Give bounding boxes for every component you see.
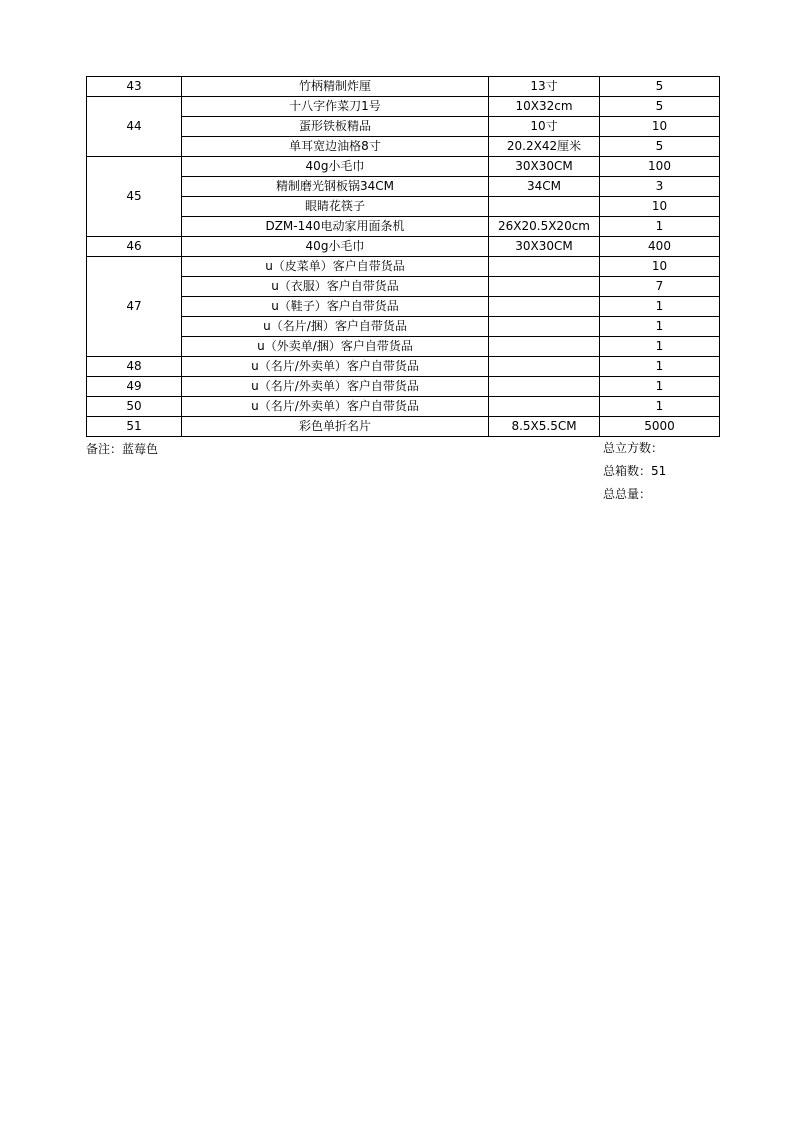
cell-name: u（外卖单/捆）客户自带货品	[182, 337, 489, 357]
cell-spec: 30X30CM	[489, 237, 600, 257]
cell-name: u（鞋子）客户自带货品	[182, 297, 489, 317]
cell-name: 彩色单折名片	[182, 417, 489, 437]
cell-group-number: 46	[87, 237, 182, 257]
cell-name: u（名片/外卖单）客户自带货品	[182, 397, 489, 417]
cell-qty: 5	[600, 137, 720, 157]
cell-name: 精制磨光钢板锅34CM	[182, 177, 489, 197]
packing-list-table	[86, 76, 720, 437]
cell-qty: 1	[600, 397, 720, 417]
cell-spec: 8.5X5.5CM	[489, 417, 600, 437]
table-row	[87, 317, 720, 337]
table-row	[87, 337, 720, 357]
cell-qty: 1	[600, 297, 720, 317]
cell-name: u（名片/外卖单）客户自带货品	[182, 377, 489, 397]
cell-qty: 10	[600, 117, 720, 137]
cell-spec	[489, 297, 600, 317]
cell-qty: 5000	[600, 417, 720, 437]
table-row	[87, 357, 720, 377]
cell-name: 眼睛花筷子	[182, 197, 489, 217]
summary-block	[603, 440, 666, 509]
cell-qty: 7	[600, 277, 720, 297]
cell-spec	[489, 197, 600, 217]
cell-spec	[489, 397, 600, 417]
cell-qty: 400	[600, 237, 720, 257]
cell-qty: 1	[600, 337, 720, 357]
cell-name: 40g小毛巾	[182, 157, 489, 177]
cell-name: 单耳宽边油格8寸	[182, 137, 489, 157]
cell-name: u（衣服）客户自带货品	[182, 277, 489, 297]
total-volume-label: 总立方数：	[603, 441, 664, 455]
cell-qty: 5	[600, 97, 720, 117]
cell-qty: 1	[600, 217, 720, 237]
cell-spec	[489, 357, 600, 377]
cell-group-number: 50	[87, 397, 182, 417]
table-row	[87, 157, 720, 177]
cell-spec: 20.2X42厘米	[489, 137, 600, 157]
cell-group-number: 43	[87, 77, 182, 97]
table-row	[87, 257, 720, 277]
cell-group-number: 47	[87, 257, 182, 357]
cell-name: 十八字作菜刀1号	[182, 97, 489, 117]
total-boxes-label: 总箱数：51	[603, 464, 667, 478]
table-row	[87, 177, 720, 197]
cell-spec: 10X32cm	[489, 97, 600, 117]
total-weight-label: 总总量：	[603, 487, 652, 501]
table-row	[87, 377, 720, 397]
table-row	[87, 77, 720, 97]
table-row	[87, 97, 720, 117]
table-body	[87, 77, 720, 437]
table-row	[87, 277, 720, 297]
table-row	[87, 137, 720, 157]
cell-name: u（皮菜单）客户自带货品	[182, 257, 489, 277]
cell-qty: 1	[600, 377, 720, 397]
table-row	[87, 237, 720, 257]
cell-qty: 5	[600, 77, 720, 97]
cell-qty: 100	[600, 157, 720, 177]
cell-qty: 1	[600, 357, 720, 377]
table-row	[87, 117, 720, 137]
cell-spec: 30X30CM	[489, 157, 600, 177]
cell-qty: 10	[600, 257, 720, 277]
cell-name: DZM-140电动家用面条机	[182, 217, 489, 237]
cell-group-number: 49	[87, 377, 182, 397]
cell-spec	[489, 337, 600, 357]
cell-name: u（名片/外卖单）客户自带货品	[182, 357, 489, 377]
cell-spec	[489, 317, 600, 337]
cell-spec	[489, 277, 600, 297]
cell-spec	[489, 377, 600, 397]
table-row	[87, 397, 720, 417]
table-row	[87, 417, 720, 437]
table-row	[87, 197, 720, 217]
cell-group-number: 45	[87, 157, 182, 237]
cell-name: u（名片/捆）客户自带货品	[182, 317, 489, 337]
cell-spec	[489, 257, 600, 277]
cell-spec: 13寸	[489, 77, 600, 97]
cell-group-number: 44	[87, 97, 182, 157]
cell-group-number: 51	[87, 417, 182, 437]
cell-spec: 10寸	[489, 117, 600, 137]
cell-name: 40g小毛巾	[182, 237, 489, 257]
cell-spec: 34CM	[489, 177, 600, 197]
remark-note: 备注：蓝莓色	[86, 442, 159, 456]
cell-qty: 3	[600, 177, 720, 197]
table-row	[87, 217, 720, 237]
cell-spec: 26X20.5X20cm	[489, 217, 600, 237]
table-row	[87, 297, 720, 317]
cell-qty: 10	[600, 197, 720, 217]
cell-qty: 1	[600, 317, 720, 337]
cell-name: 蛋形铁板精品	[182, 117, 489, 137]
cell-group-number: 48	[87, 357, 182, 377]
cell-name: 竹柄精制炸厘	[182, 77, 489, 97]
